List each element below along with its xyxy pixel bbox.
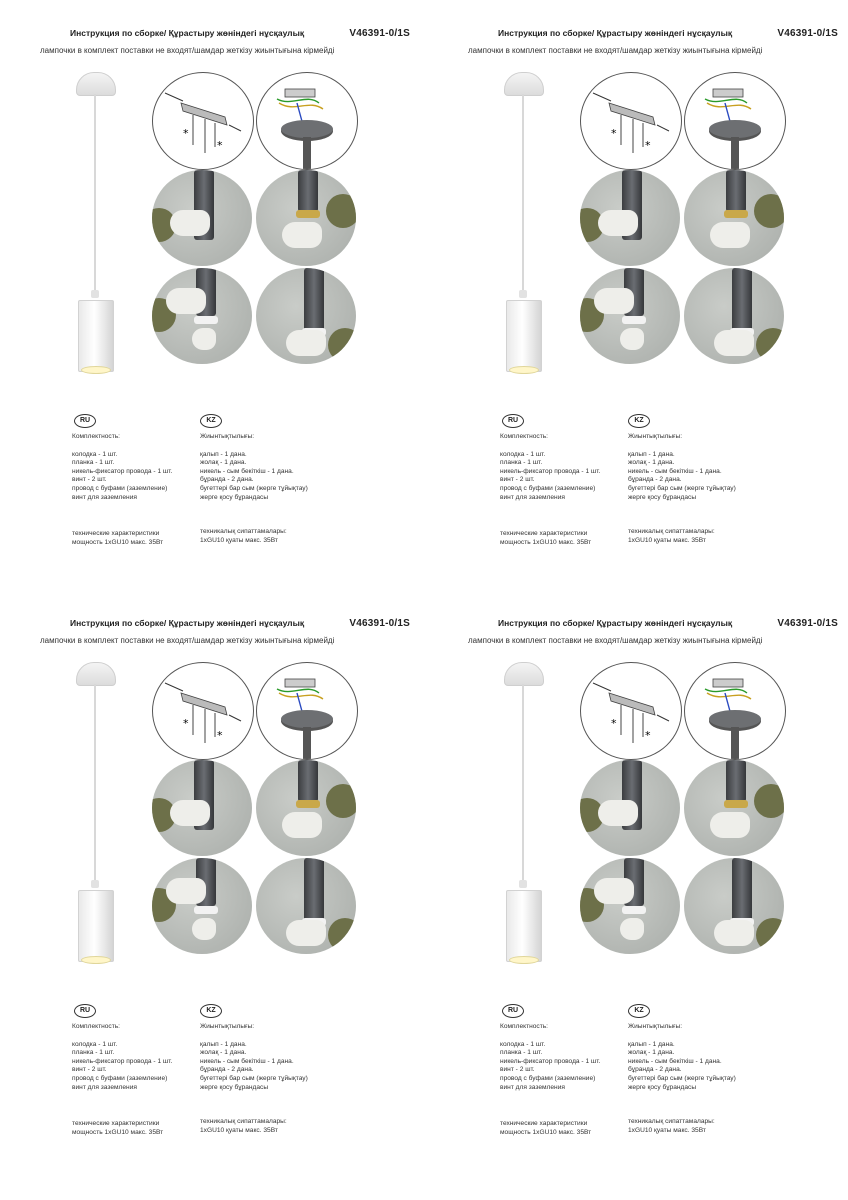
- svg-text:*: *: [217, 729, 223, 742]
- svg-text:*: *: [183, 127, 189, 140]
- ru-contents: [500, 1023, 600, 1092]
- kz-badge: KZ: [200, 414, 222, 428]
- ru-item: винт - 2 шт.: [500, 476, 535, 484]
- assembly-step-photo-2: [256, 170, 356, 266]
- svg-text:*: *: [645, 139, 651, 152]
- ru-tech: [72, 530, 163, 547]
- svg-text:*: *: [217, 139, 223, 152]
- assembly-step-photo-4: [684, 858, 784, 954]
- ru-item: колодка - 1 шт.: [500, 450, 546, 458]
- kz-contents: [200, 1023, 308, 1092]
- svg-text:*: *: [611, 127, 617, 140]
- ru-item: планка - 1 шт.: [72, 1049, 115, 1057]
- title-text: Инструкция по сборке/ Құрастыру жөніндегі нұсқаулық: [70, 28, 305, 38]
- kz-item: қалып - 1 дана.: [628, 1040, 675, 1048]
- assembly-step-photo-4: [256, 268, 356, 364]
- ru-tech: [500, 1120, 591, 1137]
- assembly-step-photo-1: [580, 170, 680, 266]
- ru-tech-power: мощность 1хGU10 макс. 35Вт: [72, 1128, 164, 1136]
- mounting-plate-diagram-icon: [580, 72, 682, 170]
- wiring-canopy-diagram-icon: [256, 72, 358, 170]
- kz-heading: Жиынтықтылығы:: [200, 1023, 255, 1030]
- model-number: V46391-0/1S: [349, 618, 410, 629]
- kz-tech-heading: техникалық сипаттамалары:: [628, 528, 715, 535]
- kz-item: жолақ - 1 дана.: [200, 459, 247, 467]
- ru-badge: RU: [74, 1004, 96, 1018]
- ru-heading: Комплектность:: [72, 1023, 120, 1030]
- lamp-joint: [91, 880, 99, 888]
- kz-item: жерге қосу бұрандасы: [628, 1083, 697, 1091]
- ru-item: планка - 1 шт.: [500, 1049, 543, 1057]
- kz-item: бұранда - 2 дана.: [628, 1066, 682, 1074]
- pendant-lamp-icon: [70, 72, 120, 372]
- kz-contents: [628, 433, 736, 502]
- assembly-step-photo-3: [580, 268, 680, 364]
- ru-item: провод с буфами (заземление): [72, 1074, 168, 1082]
- ru-contents: [72, 1023, 172, 1092]
- ru-item: винт для заземления: [72, 493, 137, 501]
- sheet-title: [498, 28, 838, 39]
- ru-heading: Комплектность:: [500, 1023, 548, 1030]
- kz-items-list: [200, 1041, 308, 1093]
- kz-item: бугеттері бар сым (жерге тұйықтау): [200, 1074, 308, 1082]
- lamp-shade: [78, 890, 114, 962]
- ru-items-list: [500, 1041, 600, 1093]
- kz-contents: [200, 433, 308, 502]
- lamp-cord: [94, 94, 96, 294]
- model-number: V46391-0/1S: [777, 28, 838, 39]
- kz-tech: [200, 528, 287, 545]
- kz-badge: KZ: [628, 1004, 650, 1018]
- kz-item: жолақ - 1 дана.: [628, 1049, 675, 1057]
- kz-item: бұранда - 2 дана.: [200, 476, 254, 484]
- kz-contents: [628, 1023, 736, 1092]
- title-text: Инструкция по сборке/ Құрастыру жөніндегі нұсқаулық: [498, 618, 733, 628]
- ru-item: никель-фиксатор провода - 1 шт.: [500, 1057, 601, 1065]
- ru-item: провод с буфами (заземление): [500, 1074, 596, 1082]
- lamp-joint: [519, 880, 527, 888]
- kz-tech-power: 1хGU10 қуаты макс. 35Вт: [200, 1126, 278, 1134]
- ru-items-list: [500, 451, 600, 503]
- ru-item: никель-фиксатор провода - 1 шт.: [72, 467, 173, 475]
- kz-item: никель - сым бекіткіш - 1 дана.: [200, 467, 294, 475]
- assembly-step-photo-3: [152, 268, 252, 364]
- pendant-lamp-icon: [498, 72, 548, 372]
- ru-tech: [500, 530, 591, 547]
- sheet-title: [70, 618, 410, 629]
- ru-tech-heading: технические характеристики: [72, 530, 160, 537]
- mounting-plate-diagram-icon: [580, 662, 682, 760]
- instruction-sheet-tl: [0, 0, 424, 600]
- ru-badge: RU: [502, 414, 524, 428]
- kz-heading: Жиынтықтылығы:: [628, 433, 683, 440]
- kz-item: никель - сым бекіткіш - 1 дана.: [628, 1057, 722, 1065]
- lamp-cord: [522, 94, 524, 294]
- ru-contents: [72, 433, 172, 502]
- assembly-step-photo-4: [256, 858, 356, 954]
- svg-text:*: *: [183, 717, 189, 730]
- wiring-canopy-diagram-icon: [256, 662, 358, 760]
- ru-tech-power: мощность 1хGU10 макс. 35Вт: [500, 1128, 592, 1136]
- ru-contents: [500, 433, 600, 502]
- assembly-step-photo-4: [684, 268, 784, 364]
- instruction-sheet-br: [428, 590, 848, 1190]
- ru-item: колодка - 1 шт.: [72, 1040, 118, 1048]
- ru-badge: RU: [502, 1004, 524, 1018]
- assembly-step-photo-3: [580, 858, 680, 954]
- assembly-step-photo-2: [684, 760, 784, 856]
- kz-item: жолақ - 1 дана.: [628, 459, 675, 467]
- kz-item: никель - сым бекіткіш - 1 дана.: [628, 467, 722, 475]
- kz-item: бугеттері бар сым (жерге тұйықтау): [628, 1074, 736, 1082]
- kz-tech-heading: техникалық сипаттамалары:: [200, 528, 287, 535]
- kz-tech-power: 1хGU10 қуаты макс. 35Вт: [628, 536, 706, 544]
- svg-text:*: *: [611, 717, 617, 730]
- model-number: V46391-0/1S: [349, 28, 410, 39]
- lamp-cord: [94, 684, 96, 884]
- title-text: Инструкция по сборке/ Құрастыру жөніндегі нұсқаулық: [498, 28, 733, 38]
- kz-tech: [628, 528, 715, 545]
- instruction-sheet-tr: [428, 0, 848, 600]
- ru-item: винт - 2 шт.: [72, 476, 107, 484]
- model-number: V46391-0/1S: [777, 618, 838, 629]
- kz-item: никель - сым бекіткіш - 1 дана.: [200, 1057, 294, 1065]
- lamp-cord: [522, 684, 524, 884]
- kz-item: бұранда - 2 дана.: [200, 1066, 254, 1074]
- instruction-sheet-bl: [0, 590, 424, 1190]
- wiring-canopy-diagram-icon: [684, 72, 786, 170]
- kz-item: бугеттері бар сым (жерге тұйықтау): [200, 484, 308, 492]
- lamp-joint: [91, 290, 99, 298]
- ru-tech-power: мощность 1хGU10 макс. 35Вт: [72, 538, 164, 546]
- kz-tech-power: 1хGU10 қуаты макс. 35Вт: [628, 1126, 706, 1134]
- kz-heading: Жиынтықтылығы:: [628, 1023, 683, 1030]
- sheet-title: [498, 618, 838, 629]
- kz-item: қалып - 1 дана.: [200, 1040, 247, 1048]
- ru-item: провод с буфами (заземление): [72, 484, 168, 492]
- ru-tech-heading: технические характеристики: [500, 530, 588, 537]
- wiring-canopy-diagram-icon: [684, 662, 786, 760]
- ru-items-list: [72, 451, 172, 503]
- ru-badge: RU: [74, 414, 96, 428]
- kz-item: жерге қосу бұрандасы: [200, 1083, 269, 1091]
- lamp-shade: [506, 890, 542, 962]
- assembly-step-photo-1: [152, 760, 252, 856]
- mounting-plate-diagram-icon: [152, 662, 254, 760]
- bulbs-note: лампочки в комплект поставки не входят/шамдар жеткізу жиынтығына кірмейді: [40, 46, 335, 55]
- ru-item: никель-фиксатор провода - 1 шт.: [72, 1057, 173, 1065]
- lamp-shade: [506, 300, 542, 372]
- assembly-step-photo-1: [152, 170, 252, 266]
- kz-heading: Жиынтықтылығы:: [200, 433, 255, 440]
- bulbs-note: лампочки в комплект поставки не входят/шамдар жеткізу жиынтығына кірмейді: [468, 46, 763, 55]
- kz-tech-heading: техникалық сипаттамалары:: [628, 1118, 715, 1125]
- ru-heading: Комплектность:: [72, 433, 120, 440]
- lamp-canopy: [504, 72, 544, 96]
- assembly-step-photo-2: [256, 760, 356, 856]
- kz-item: бугеттері бар сым (жерге тұйықтау): [628, 484, 736, 492]
- ru-item: винт для заземления: [500, 1083, 565, 1091]
- kz-item: қалып - 1 дана.: [628, 450, 675, 458]
- title-text: Инструкция по сборке/ Құрастыру жөніндегі нұсқаулық: [70, 618, 305, 628]
- kz-item: жерге қосу бұрандасы: [200, 493, 269, 501]
- kz-items-list: [628, 1041, 736, 1093]
- ru-tech: [72, 1120, 163, 1137]
- ru-items-list: [72, 1041, 172, 1093]
- assembly-step-photo-1: [580, 760, 680, 856]
- kz-items-list: [200, 451, 308, 503]
- ru-tech-power: мощность 1хGU10 макс. 35Вт: [500, 538, 592, 546]
- ru-item: планка - 1 шт.: [500, 459, 543, 467]
- ru-tech-heading: технические характеристики: [72, 1120, 160, 1127]
- kz-item: қалып - 1 дана.: [200, 450, 247, 458]
- pendant-lamp-icon: [498, 662, 548, 962]
- assembly-step-photo-3: [152, 858, 252, 954]
- lamp-canopy: [76, 662, 116, 686]
- ru-tech-heading: технические характеристики: [500, 1120, 588, 1127]
- ru-item: винт для заземления: [72, 1083, 137, 1091]
- mounting-plate-diagram-icon: [152, 72, 254, 170]
- kz-tech-heading: техникалық сипаттамалары:: [200, 1118, 287, 1125]
- kz-items-list: [628, 451, 736, 503]
- kz-tech: [200, 1118, 287, 1135]
- ru-heading: Комплектность:: [500, 433, 548, 440]
- ru-item: колодка - 1 шт.: [500, 1040, 546, 1048]
- assembly-step-photo-2: [684, 170, 784, 266]
- lamp-canopy: [76, 72, 116, 96]
- kz-badge: KZ: [200, 1004, 222, 1018]
- kz-item: бұранда - 2 дана.: [628, 476, 682, 484]
- ru-item: винт - 2 шт.: [500, 1066, 535, 1074]
- ru-item: колодка - 1 шт.: [72, 450, 118, 458]
- kz-tech: [628, 1118, 715, 1135]
- pendant-lamp-icon: [70, 662, 120, 962]
- kz-tech-power: 1хGU10 қуаты макс. 35Вт: [200, 536, 278, 544]
- bulbs-note: лампочки в комплект поставки не входят/шамдар жеткізу жиынтығына кірмейді: [40, 636, 335, 645]
- ru-item: никель-фиксатор провода - 1 шт.: [500, 467, 601, 475]
- sheet-title: [70, 28, 410, 39]
- ru-item: винт - 2 шт.: [72, 1066, 107, 1074]
- lamp-shade: [78, 300, 114, 372]
- svg-text:*: *: [645, 729, 651, 742]
- kz-badge: KZ: [628, 414, 650, 428]
- kz-item: жерге қосу бұрандасы: [628, 493, 697, 501]
- kz-item: жолақ - 1 дана.: [200, 1049, 247, 1057]
- ru-item: винт для заземления: [500, 493, 565, 501]
- ru-item: провод с буфами (заземление): [500, 484, 596, 492]
- ru-item: планка - 1 шт.: [72, 459, 115, 467]
- lamp-canopy: [504, 662, 544, 686]
- bulbs-note: лампочки в комплект поставки не входят/шамдар жеткізу жиынтығына кірмейді: [468, 636, 763, 645]
- lamp-joint: [519, 290, 527, 298]
